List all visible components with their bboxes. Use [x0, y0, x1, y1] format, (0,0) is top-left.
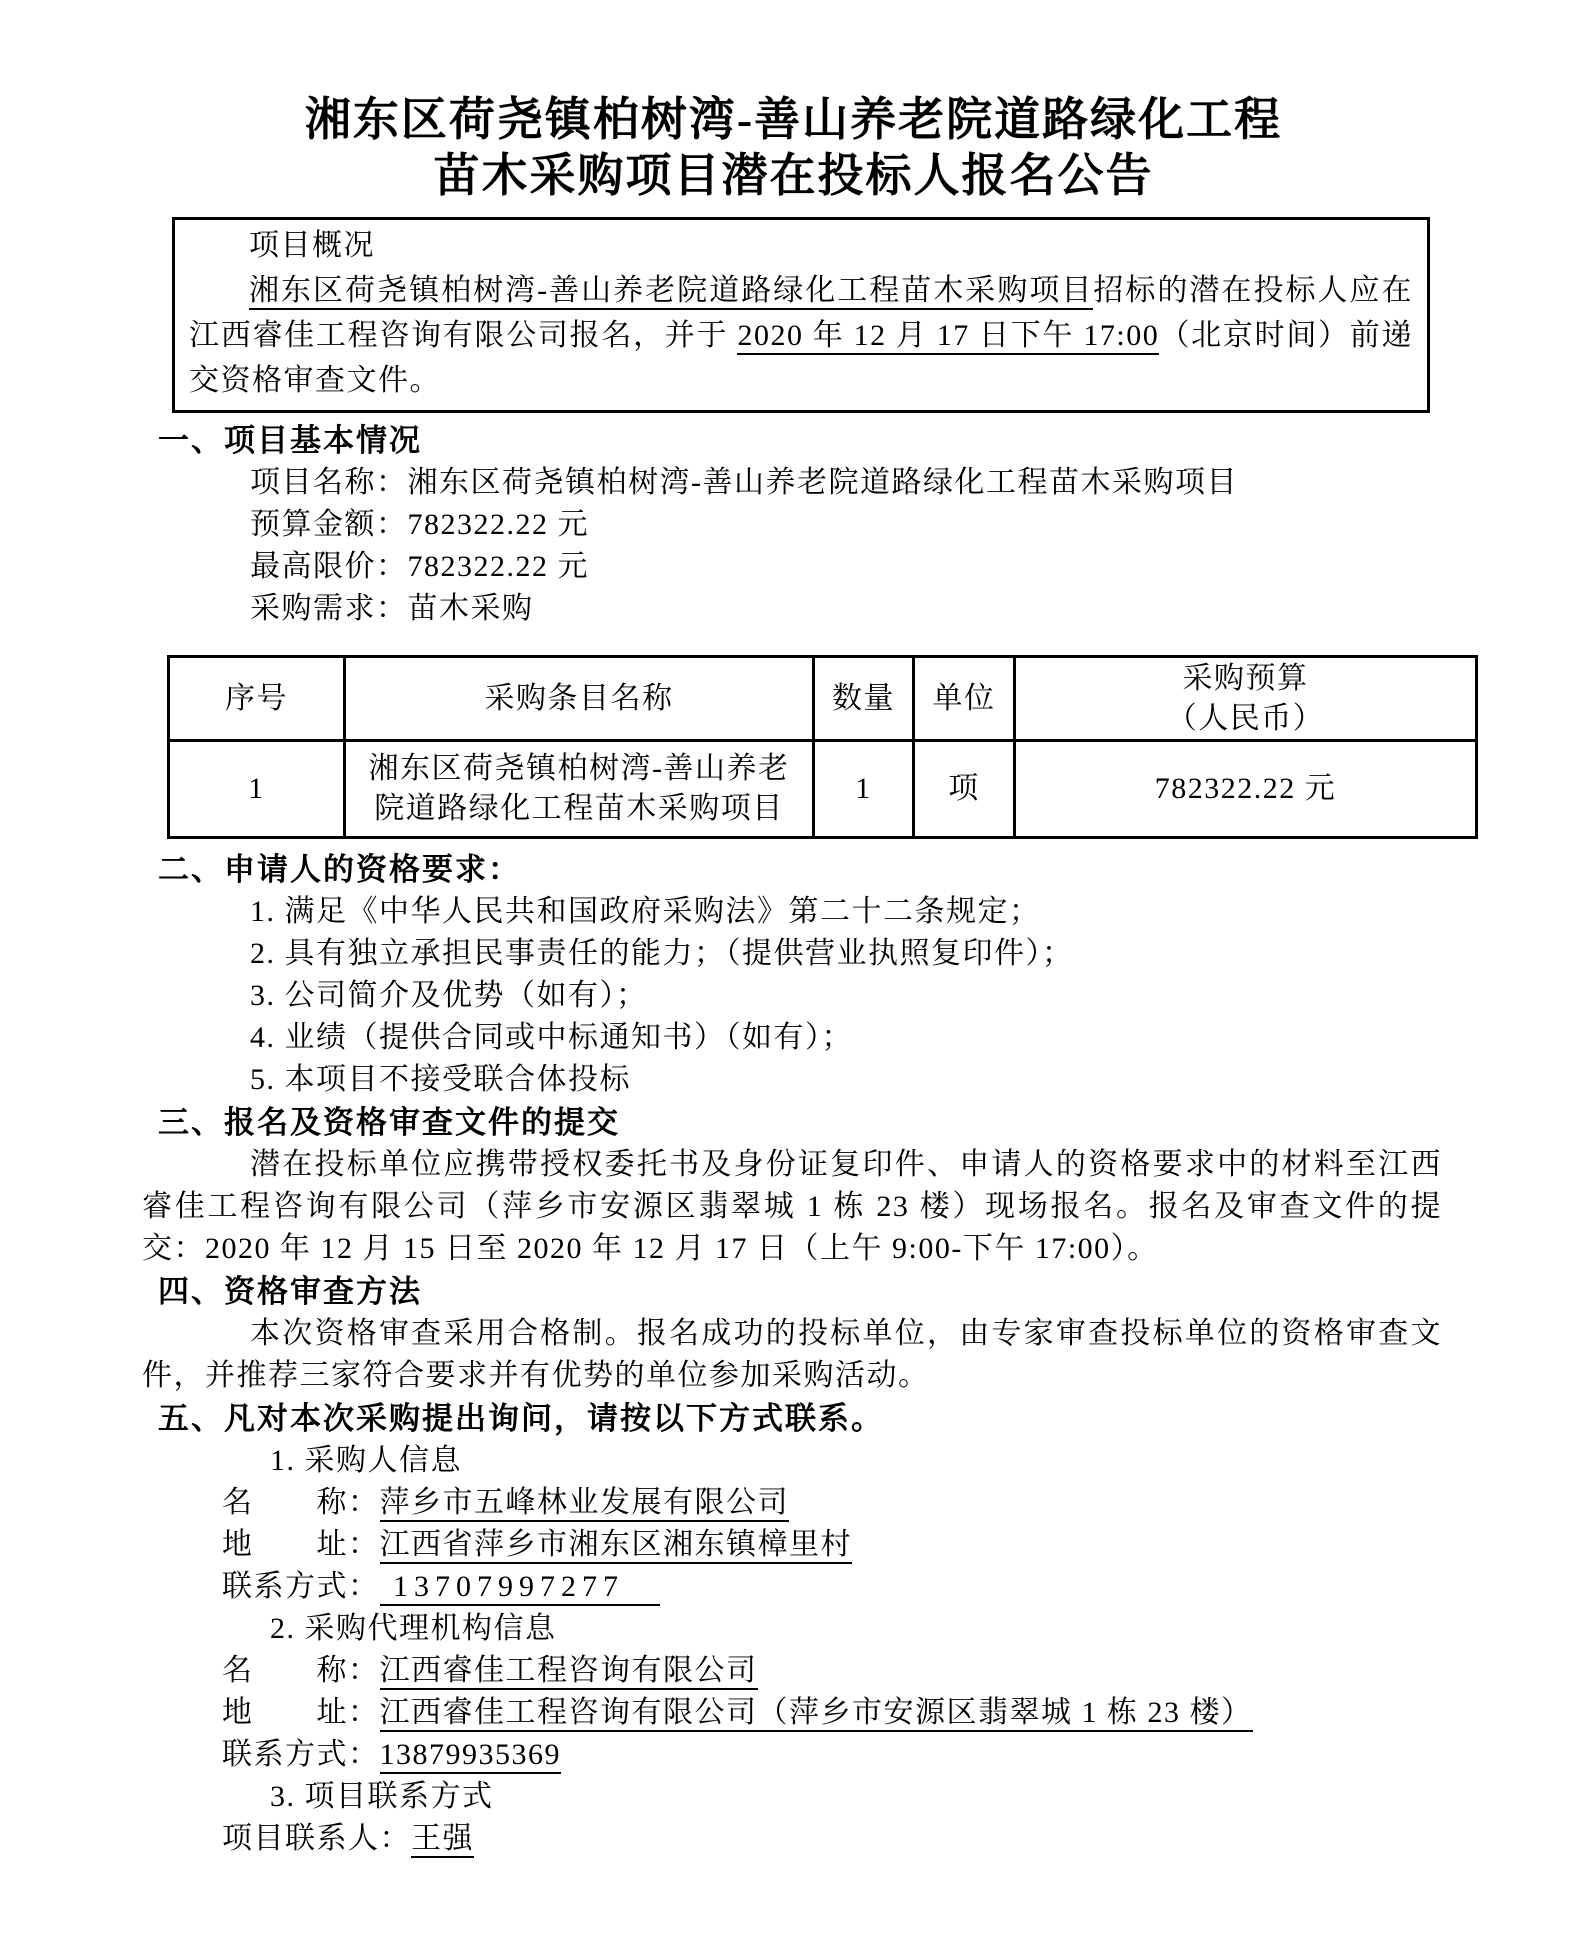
requirement-item-2: 2. 具有独立承担民事责任的能力；（提供营业执照复印件）；: [250, 937, 1074, 970]
agent-name-label: 名 称：: [222, 1654, 380, 1687]
document-title-line1: 湘东区荷尧镇柏树湾-善山养老院道路绿化工程: [304, 94, 1283, 145]
procurement-items-table: [167, 655, 1478, 839]
buyer-phone-line: [222, 1566, 1442, 1608]
header-seq: 序号: [169, 657, 345, 741]
agent-phone-label: 联系方式：: [222, 1738, 380, 1771]
agent-info-title: 2. 采购代理机构信息: [270, 1612, 557, 1645]
overview-project-name: 湘东区荷尧镇柏树湾-善山养老院道路绿化工程苗木采购项目: [249, 274, 1093, 310]
agent-name-line: [222, 1650, 1442, 1692]
table-row: [169, 741, 1477, 838]
header-budget-line1: 采购预算: [1182, 661, 1309, 695]
document-title-line2: 苗木采购项目潜在投标人报名公告: [433, 150, 1154, 201]
overview-deadline: 2020 年 12 月 17 日下午 17:00: [737, 319, 1159, 355]
requirement-item-3: 3. 公司简介及优势（如有）；: [250, 979, 648, 1012]
requirement-item-5: 5. 本项目不接受联合体投标: [250, 1063, 631, 1096]
overview-heading: 项目概况: [249, 229, 375, 262]
agent-address-label: 地 址：: [222, 1696, 380, 1729]
project-contact-line: [222, 1818, 1442, 1860]
agent-address-line: [222, 1692, 1442, 1734]
section5-heading: 五、凡对本次采购提出询问，请按以下方式联系。: [158, 1401, 884, 1436]
overview-box: [172, 217, 1430, 413]
document-title: [0, 0, 1587, 204]
section4-heading: 四、资格审查方法: [158, 1274, 422, 1309]
agent-phone-line: [222, 1734, 1442, 1776]
header-budget: [1015, 657, 1477, 741]
header-unit: 单位: [914, 657, 1015, 741]
overview-paragraph: [189, 268, 1413, 403]
document-body: [142, 217, 1442, 1860]
buyer-name-label: 名 称：: [222, 1486, 380, 1519]
cell-budget: 782322.22 元: [1015, 741, 1477, 838]
buyer-address-line: [222, 1524, 1442, 1566]
cell-qty: 1: [814, 741, 914, 838]
cell-item-name: 湘东区荷尧镇柏树湾-善山养老院道路绿化工程苗木采购项目: [345, 741, 814, 838]
agent-name-value: 江西睿佳工程咨询有限公司: [380, 1654, 758, 1690]
project-contact-name: 王强: [411, 1822, 474, 1858]
overview-text-2: （北京时间）前递交资格审查文件。: [189, 319, 1413, 397]
section3-heading: 三、报名及资格审查文件的提交: [158, 1105, 620, 1140]
buyer-info-title: 1. 采购人信息: [270, 1444, 462, 1477]
project-name-line: 项目名称：湘东区荷尧镇柏树湾-善山养老院道路绿化工程苗木采购项目: [250, 466, 1238, 499]
price-limit-line: 最高限价：782322.22 元: [250, 550, 589, 583]
buyer-address-value: 江西省萍乡市湘东区湘东镇樟里村: [380, 1528, 853, 1564]
requirement-item-4: 4. 业绩（提供合同或中标通知书）（如有）；: [250, 1021, 853, 1054]
buyer-name-value: 萍乡市五峰林业发展有限公司: [380, 1486, 790, 1522]
requirement-item-1: 1. 满足《中华人民共和国政府采购法》第二十二条规定；: [250, 895, 1041, 928]
overview-text-1: 招标的潜在投标人应在江西睿佳工程咨询有限公司报名，并于: [189, 274, 1413, 352]
section1-heading: 一、项目基本情况: [158, 423, 422, 458]
buyer-phone-label: 联系方式：: [222, 1570, 380, 1603]
section4-paragraph: 本次资格审查采用合格制。报名成功的投标单位，由专家审查投标单位的资格审查文件，并推荐三家符合要求并有优势的单位参加采购活动。: [142, 1317, 1442, 1392]
cell-seq: 1: [169, 741, 345, 838]
buyer-address-label: 地 址：: [222, 1528, 380, 1561]
table-header-row: [169, 657, 1477, 741]
project-contact-title: 3. 项目联系方式: [270, 1780, 494, 1813]
buyer-phone-value: 13707997277: [380, 1570, 661, 1606]
section2-heading: 二、申请人的资格要求：: [158, 852, 521, 887]
agent-phone-value: 13879935369: [380, 1738, 562, 1774]
header-item-name: 采购条目名称: [345, 657, 814, 741]
section3-paragraph: 潜在投标单位应携带授权委托书及身份证复印件、申请人的资格要求中的材料至江西睿佳工程咨询有限公司（萍乡市安源区翡翠城 1 栋 23 楼）现场报名。报名及审查文件的提交：2020 年 12 月 15 日至 2020 年 12 月 17 日（上午 9:00-下午 17:00）。: [142, 1148, 1442, 1265]
header-qty: 数量: [814, 657, 914, 741]
cell-unit: 项: [914, 741, 1015, 838]
project-contact-label: 项目联系人：: [222, 1822, 411, 1855]
buyer-name-line: [222, 1482, 1442, 1524]
budget-amount-line: 预算金额：782322.22 元: [250, 508, 589, 541]
procurement-demand-line: 采购需求：苗木采购: [250, 592, 534, 625]
agent-address-value: 江西睿佳工程咨询有限公司（萍乡市安源区翡翠城 1 栋 23 楼）: [380, 1696, 1253, 1732]
header-budget-line2: （人民币）: [1166, 701, 1325, 735]
